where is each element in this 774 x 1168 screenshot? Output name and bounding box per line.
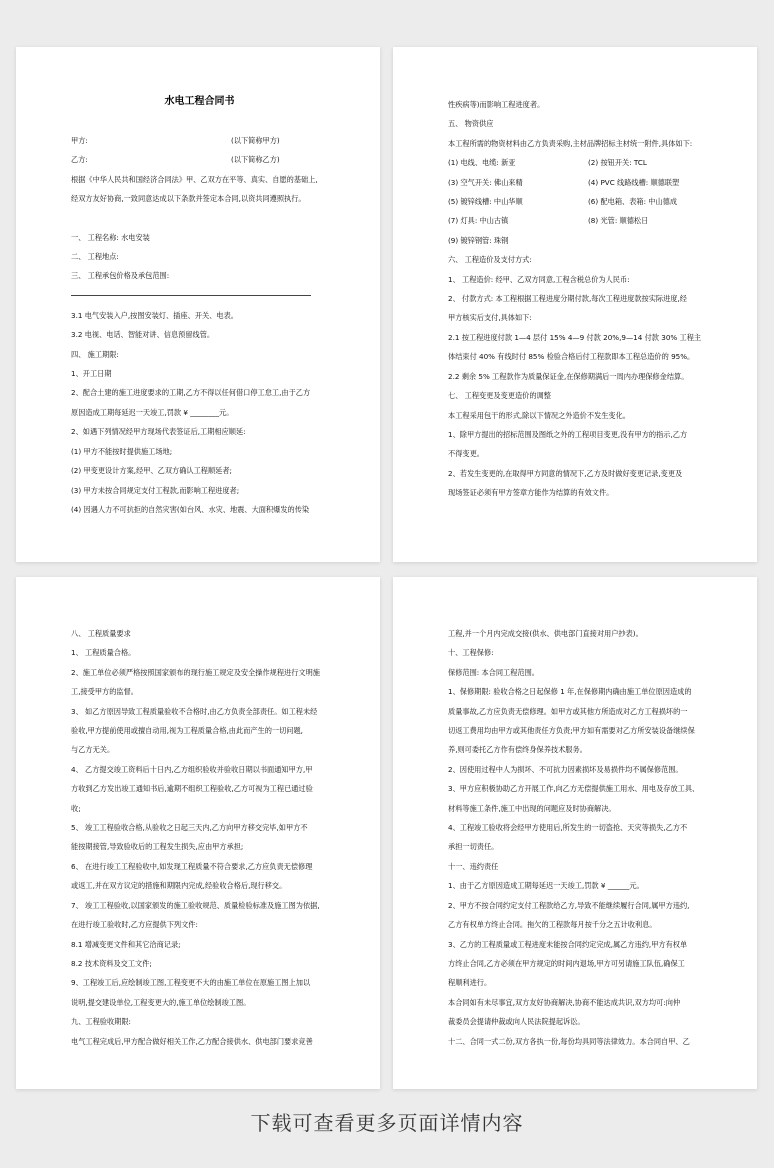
text-line: 现场签证必须有甲方签章方能作为结算的有效文件。 xyxy=(448,488,614,498)
warranty-clauses xyxy=(448,624,705,1051)
payment-clauses xyxy=(448,250,705,502)
text-line: 3、甲方应积极协助乙方开展工作,向乙方无偿提供施工用水、用电及存放工具、 xyxy=(448,784,700,794)
text-line: 1、开工日期 xyxy=(71,369,112,379)
document-page-3 xyxy=(16,577,380,1089)
text-line: 原因造成工期每延迟一天竣工,罚款 ¥ ________元。 xyxy=(71,407,234,417)
text-line: 1、 工程质量合格。 xyxy=(71,648,136,658)
text-line: 承担一切责任。 xyxy=(448,842,499,852)
text-line: 三、 工程承包价格及承包范围: xyxy=(71,271,170,281)
material-item: (3) 空气开关: 佛山来精 xyxy=(448,177,523,187)
text-line: 十一、违约责任 xyxy=(448,861,499,871)
document-page-2 xyxy=(393,47,757,562)
document-page-4 xyxy=(393,577,757,1089)
text-line: 体结束付 40% 有线时付 85% 检验合格后付工程款即本工程总造价的 95%。 xyxy=(448,352,695,362)
text-line: 保修范围: 本合同工程范围。 xyxy=(448,667,539,677)
text-line: 2、配合土建的施工进度要求的工期,乙方不得以任何借口停工怠工,由于乙方 xyxy=(71,388,311,398)
text-line: 六、 工程造价及支付方式: xyxy=(448,255,532,265)
text-line: 2.2 剩余 5% 工程款作为质量保证金,在保修期满后一周内办理保修金结算。 xyxy=(448,371,689,381)
text-line: 一、 工程名称: 水电安装 xyxy=(71,232,150,242)
text-line: 质量事故,乙方应负责无偿修理。如甲方或其他方所造成对乙方工程损坏的一 xyxy=(448,706,688,716)
material-row xyxy=(448,192,705,211)
text-line: 八、 工程质量要求 xyxy=(71,629,131,638)
text-line: 裁委员会提请仲裁或向人民法院提起诉讼。 xyxy=(448,1017,585,1027)
text-line: 经双方友好协商,一致同意达成以下条款并签定本合同,以资共同遵照执行。 xyxy=(71,194,306,204)
text-line: 收; xyxy=(71,803,81,813)
download-more-caption: 下载可查看更多页面详情内容 xyxy=(250,1111,524,1135)
text-line: 方终止合同,乙方必须在甲方规定的时间内退场,甲方可另请施工队伍,确保工 xyxy=(448,958,685,968)
material-row xyxy=(448,211,705,230)
text-line: 五、 物资供应 xyxy=(448,119,494,129)
material-item: (7) 灯具: 中山古镇 xyxy=(448,216,509,226)
text-line: 九、工程验收期限: xyxy=(71,1017,131,1027)
text-line: 1、除甲方提出的招标范围及图纸之外的工程项目变更,没有甲方的指示,乙方 xyxy=(448,429,688,439)
text-line: (4) 因遇人力不可抗拒的自然灾害(如台风、水灾、地震、大面积爆发的传染 xyxy=(71,504,310,514)
text-line: (1) 甲方不能按时提供施工场地; xyxy=(71,446,173,456)
material-item: (1) 电线、电缆: 新亚 xyxy=(448,158,516,168)
material-item: (2) 按钮开关: TCL xyxy=(588,158,647,168)
text-line: 本工程所需的物资材料由乙方负责采购,主材品牌招标主材统一附件,具体如下: xyxy=(448,138,693,148)
party-b-note: (以下简称乙方) xyxy=(231,155,280,165)
blank-underline xyxy=(71,294,311,296)
text-line: 方收到乙方发出竣工通知书后,逾期不组织工程验收,乙方可视为工程已通过验 xyxy=(71,784,313,794)
text-line: 6、 在进行竣工工程验收中,如发现工程质量不符合要求,乙方应负责无偿修理 xyxy=(71,861,313,871)
text-line: 四、 施工期限: xyxy=(71,349,119,359)
text-line: 根据《中华人民共和国经济合同法》甲、乙双方在平等、真实、自愿的基础上, xyxy=(71,174,318,184)
text-line: 7、 竣工工程验收,以国家颁发的施工验收规范、质量检验标准及施工图为依据, xyxy=(71,900,320,910)
text-line: 3、 如乙方原因导致工程质量验收不合格时,由乙方负责全部责任。如工程未经 xyxy=(71,706,318,716)
text-line: 验收,甲方提前使用或擅自动用,视为工程质量合格,由此而产生的一切问题, xyxy=(71,726,303,736)
text-line: 工程,并一个月内完成交接(供水、供电部门直接对用户抄表)。 xyxy=(448,629,643,638)
text-line: 二、 工程地点: xyxy=(71,252,119,262)
text-line: 2、 付款方式: 本工程根据工程进度分期付款,每次工程进度款按实际进度,经 xyxy=(448,294,687,304)
text-line: 2、因使用过程中人为损坏、不可抗力因素损坏及易损件均不属保修范围。 xyxy=(448,764,683,774)
text-line: 不得变更。 xyxy=(448,449,484,459)
text-line: 3、乙方的工程质量或工程进度未能按合同约定完成,属乙方违约,甲方有权单 xyxy=(448,939,688,949)
text-line: 1、 工程造价: 经甲、乙双方同意,工程含税总价为人民币: xyxy=(448,274,630,284)
text-line: 说明,提交建设单位,工程变更大的,施工单位绘制竣工图。 xyxy=(71,997,251,1007)
text-line: 2.1 按工程进度付款 1—4 层付 15% 4—9 付款 20%,9—14 付款 30% 工程主 xyxy=(448,332,702,342)
text-line: 2、施工单位必须严格按照国家颁布的现行施工规定及安全操作规程进行文明施 xyxy=(71,667,320,677)
quality-clauses xyxy=(71,624,328,1051)
party-a-row xyxy=(71,131,328,150)
text-line: 9、工程竣工后,应绘制竣工图,工程变更不大的由施工单位在原施工图上加以 xyxy=(71,978,311,988)
text-line: 十、工程保修: xyxy=(448,648,494,658)
text-line: 本工程采用包干的形式,除以下情况之外造价不发生变化。 xyxy=(448,410,630,420)
text-line: 工,接受甲方的监督。 xyxy=(71,687,138,697)
text-line: (3) 甲方未按合同规定支付工程款,而影响工程进度者; xyxy=(71,485,240,495)
text-line: 4、工程竣工验收将会经甲方使用后,所发生的一切盗抢、天灾等损失,乙方不 xyxy=(448,823,688,833)
text-line: 材料等施工条件,施工中出现的问题应及时协商解决。 xyxy=(448,803,616,813)
text-line: 2、甲方不按合同约定支付工程款给乙方,导致不能继续履行合同,属甲方违约, xyxy=(448,900,690,910)
text-line: 在进行竣工验收时,乙方应提供下列文件: xyxy=(71,920,198,930)
text-line: 8.1 增减变更文件和其它洽商记录; xyxy=(71,939,181,949)
text-line: 本合同如有未尽事宜,双方友好协商解决,协商不能达成共识,双方均可:向仲 xyxy=(448,997,681,1007)
text-line: 2、若发生变更的,在取得甲方同意的情况下,乙方及时做好变更记录,变更及 xyxy=(448,468,683,478)
text-line: 3.2 电视、电话、智能对讲、信息预留线管。 xyxy=(71,330,215,340)
material-item: (8) 光管: 顺德松日 xyxy=(588,216,649,226)
contract-title: 水电工程合同书 xyxy=(164,96,235,107)
material-row xyxy=(448,173,705,192)
text-line: 甲方核实后支付,具体如下: xyxy=(448,313,532,323)
text-line: 1、保修期限: 验收合格之日起保修 1 年,在保修期内确由施工单位原因造成的 xyxy=(448,687,692,697)
text-line: 切返工费用均由甲方或其他责任方负责;甲方如有需要对乙方所安装设备继续保 xyxy=(448,726,695,736)
party-b-label: 乙方: xyxy=(71,155,88,165)
party-a-label: 甲方: xyxy=(71,136,88,145)
text-line: 4、 乙方提交竣工资料后十日内,乙方组织验收并验收日期以书面通知甲方,甲 xyxy=(71,764,313,774)
party-b-row xyxy=(71,150,328,169)
text-line: 乙方有权单方终止合同。拖欠的工程款每月按千分之五计收利息。 xyxy=(448,920,657,930)
text-line: 或返工,并在双方议定的措施和期限内完成,经验收合格后,现行移交。 xyxy=(71,881,287,891)
text-line: 程顺利进行。 xyxy=(448,978,492,988)
text-line: 性疾病等)而影响工程进度者。 xyxy=(448,100,545,109)
materials-intro xyxy=(448,95,705,153)
text-line: 5、 竣工工程验收合格,从验收之日起三天内,乙方向甲方移交完毕,如甲方不 xyxy=(71,823,308,833)
text-line: 2、如遇下列情况经甲方现场代表签证后,工期相应顺延: xyxy=(71,427,246,437)
material-item: (9) 镀锌钢管: 珠钢 xyxy=(448,235,509,245)
text-line: 十二、合同一式二份,双方各执一份,每份均具同等法律效力。本合同自甲、乙 xyxy=(448,1036,690,1046)
text-line: (2) 甲变更设计方案,经甲、乙双方确认工程顺延者; xyxy=(71,466,232,476)
text-line: 与乙方无关。 xyxy=(71,745,115,755)
text-line: 1、由于乙方原因造成工期每延迟一天竣工,罚款 ¥ ______元。 xyxy=(448,881,644,891)
text-line: 能按期接管,导致验收后的工程发生损失,应由甲方承担; xyxy=(71,842,244,852)
material-row xyxy=(448,153,705,172)
document-page-1 xyxy=(16,47,380,562)
text-line: 电气工程完成后,甲方配合做好相关工作,乙方配合接供水、供电部门要求竞善 xyxy=(71,1036,313,1046)
clauses-3-4 xyxy=(71,306,328,519)
material-row xyxy=(448,231,705,250)
material-item: (4) PVC 线路线槽: 顺德联塑 xyxy=(588,177,680,187)
material-item: (6) 配电箱、表箱: 中山德成 xyxy=(588,197,678,207)
materials-list xyxy=(448,153,705,250)
text-line: 8.2 技术资料及交工文件; xyxy=(71,958,152,968)
text-line: 3.1 电气安装入户,按图安装灯、插座、开关、电表。 xyxy=(71,310,238,320)
text-line: 养,则可委托乙方作有偿终身保养技术服务。 xyxy=(448,745,587,755)
material-item: (5) 镀锌线槽: 中山华顺 xyxy=(448,197,523,207)
party-a-note: (以下简称甲方) xyxy=(231,136,280,145)
text-line: 七、 工程变更及变更造价的调整 xyxy=(448,391,551,401)
intro-paragraph xyxy=(71,170,328,209)
clauses-1-3 xyxy=(71,228,328,286)
